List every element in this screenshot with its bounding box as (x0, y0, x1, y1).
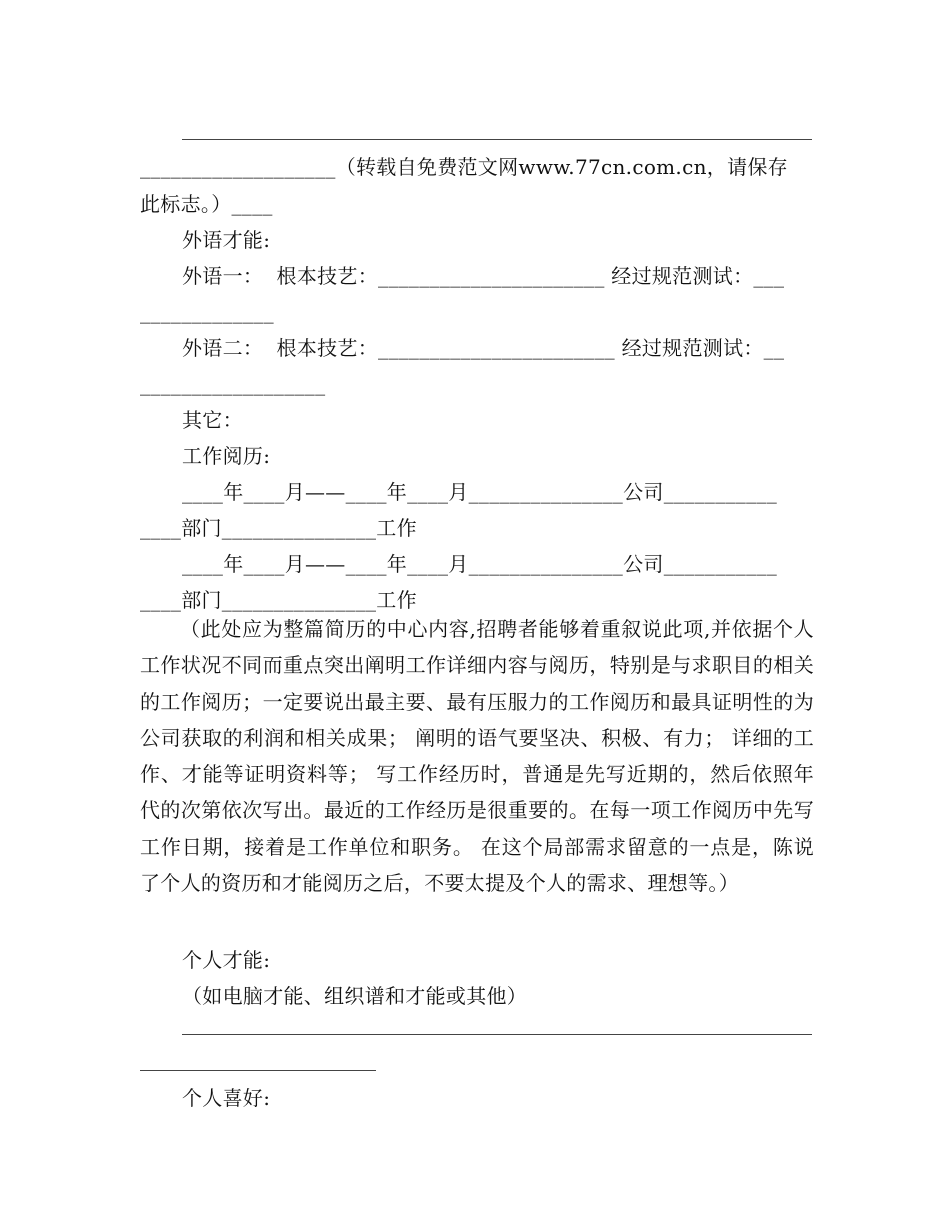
personal-skills-heading: 个人才能: (182, 948, 271, 972)
other-heading: 其它： (182, 408, 243, 432)
top-rule (182, 139, 812, 140)
personal-skills-note: （如电脑才能、组织谱和才能或其他） (182, 984, 528, 1008)
work-entry-2-line-1: ____年____月——____年____月_______________公司___________ (182, 552, 777, 576)
foreign-language-1-line-2: _____________ (140, 300, 274, 324)
skills-rule-2 (140, 1070, 376, 1071)
work-entry-1-line-1: ____年____月——____年____月_______________公司___________ (182, 480, 777, 504)
work-experience-heading: 工作阅历: (182, 444, 271, 468)
work-experience-note: （此处应为整篇简历的中心内容,招聘者能够着重叙说此项,并依据个人工作状况不同而重点突出阐明工作详细内容与阅历，特别是与求职目的相关的工作阅历；一定要说出最主要、最有压服力的工作阅历和最具证明性的为公司获取的利润和相关成果； 阐明的语气要坚决、积极、有力； 详细的工作、才能等证明资料等； 写工作经历时，普通是先写近期的，然后依照年代的次第依次写出。最近的工作经历是很重要的。在每一项工作阅历中先写工作日期，接着是工作单位和职务。 在这个局部需求留意的一点是，陈说了个人的资历和才能阅历之后，不要太提及个人的需求、理想等。） (140, 617, 814, 896)
work-entry-2-line-2: ____部门_______________工作 (140, 588, 417, 612)
hobbies-heading: 个人喜好: (182, 1086, 271, 1110)
reprint-notice-line-1: ___________________（转载自免费范文网www.77cn.com.cn，请保存 (140, 155, 788, 179)
foreign-language-2-line-1: 外语二： 根本技艺：_______________________ 经过规范测试：__ (182, 336, 785, 360)
work-entry-1-line-2: ____部门_______________工作 (140, 516, 417, 540)
skills-rule-1 (182, 1034, 812, 1035)
reprint-notice-line-2: 此标志。）____ (140, 192, 273, 216)
foreign-language-2-line-2: __________________ (140, 372, 326, 396)
foreign-language-1-line-1: 外语一： 根本技艺：______________________ 经过规范测试：___ (182, 264, 785, 288)
foreign-language-heading: 外语才能: (182, 228, 271, 252)
